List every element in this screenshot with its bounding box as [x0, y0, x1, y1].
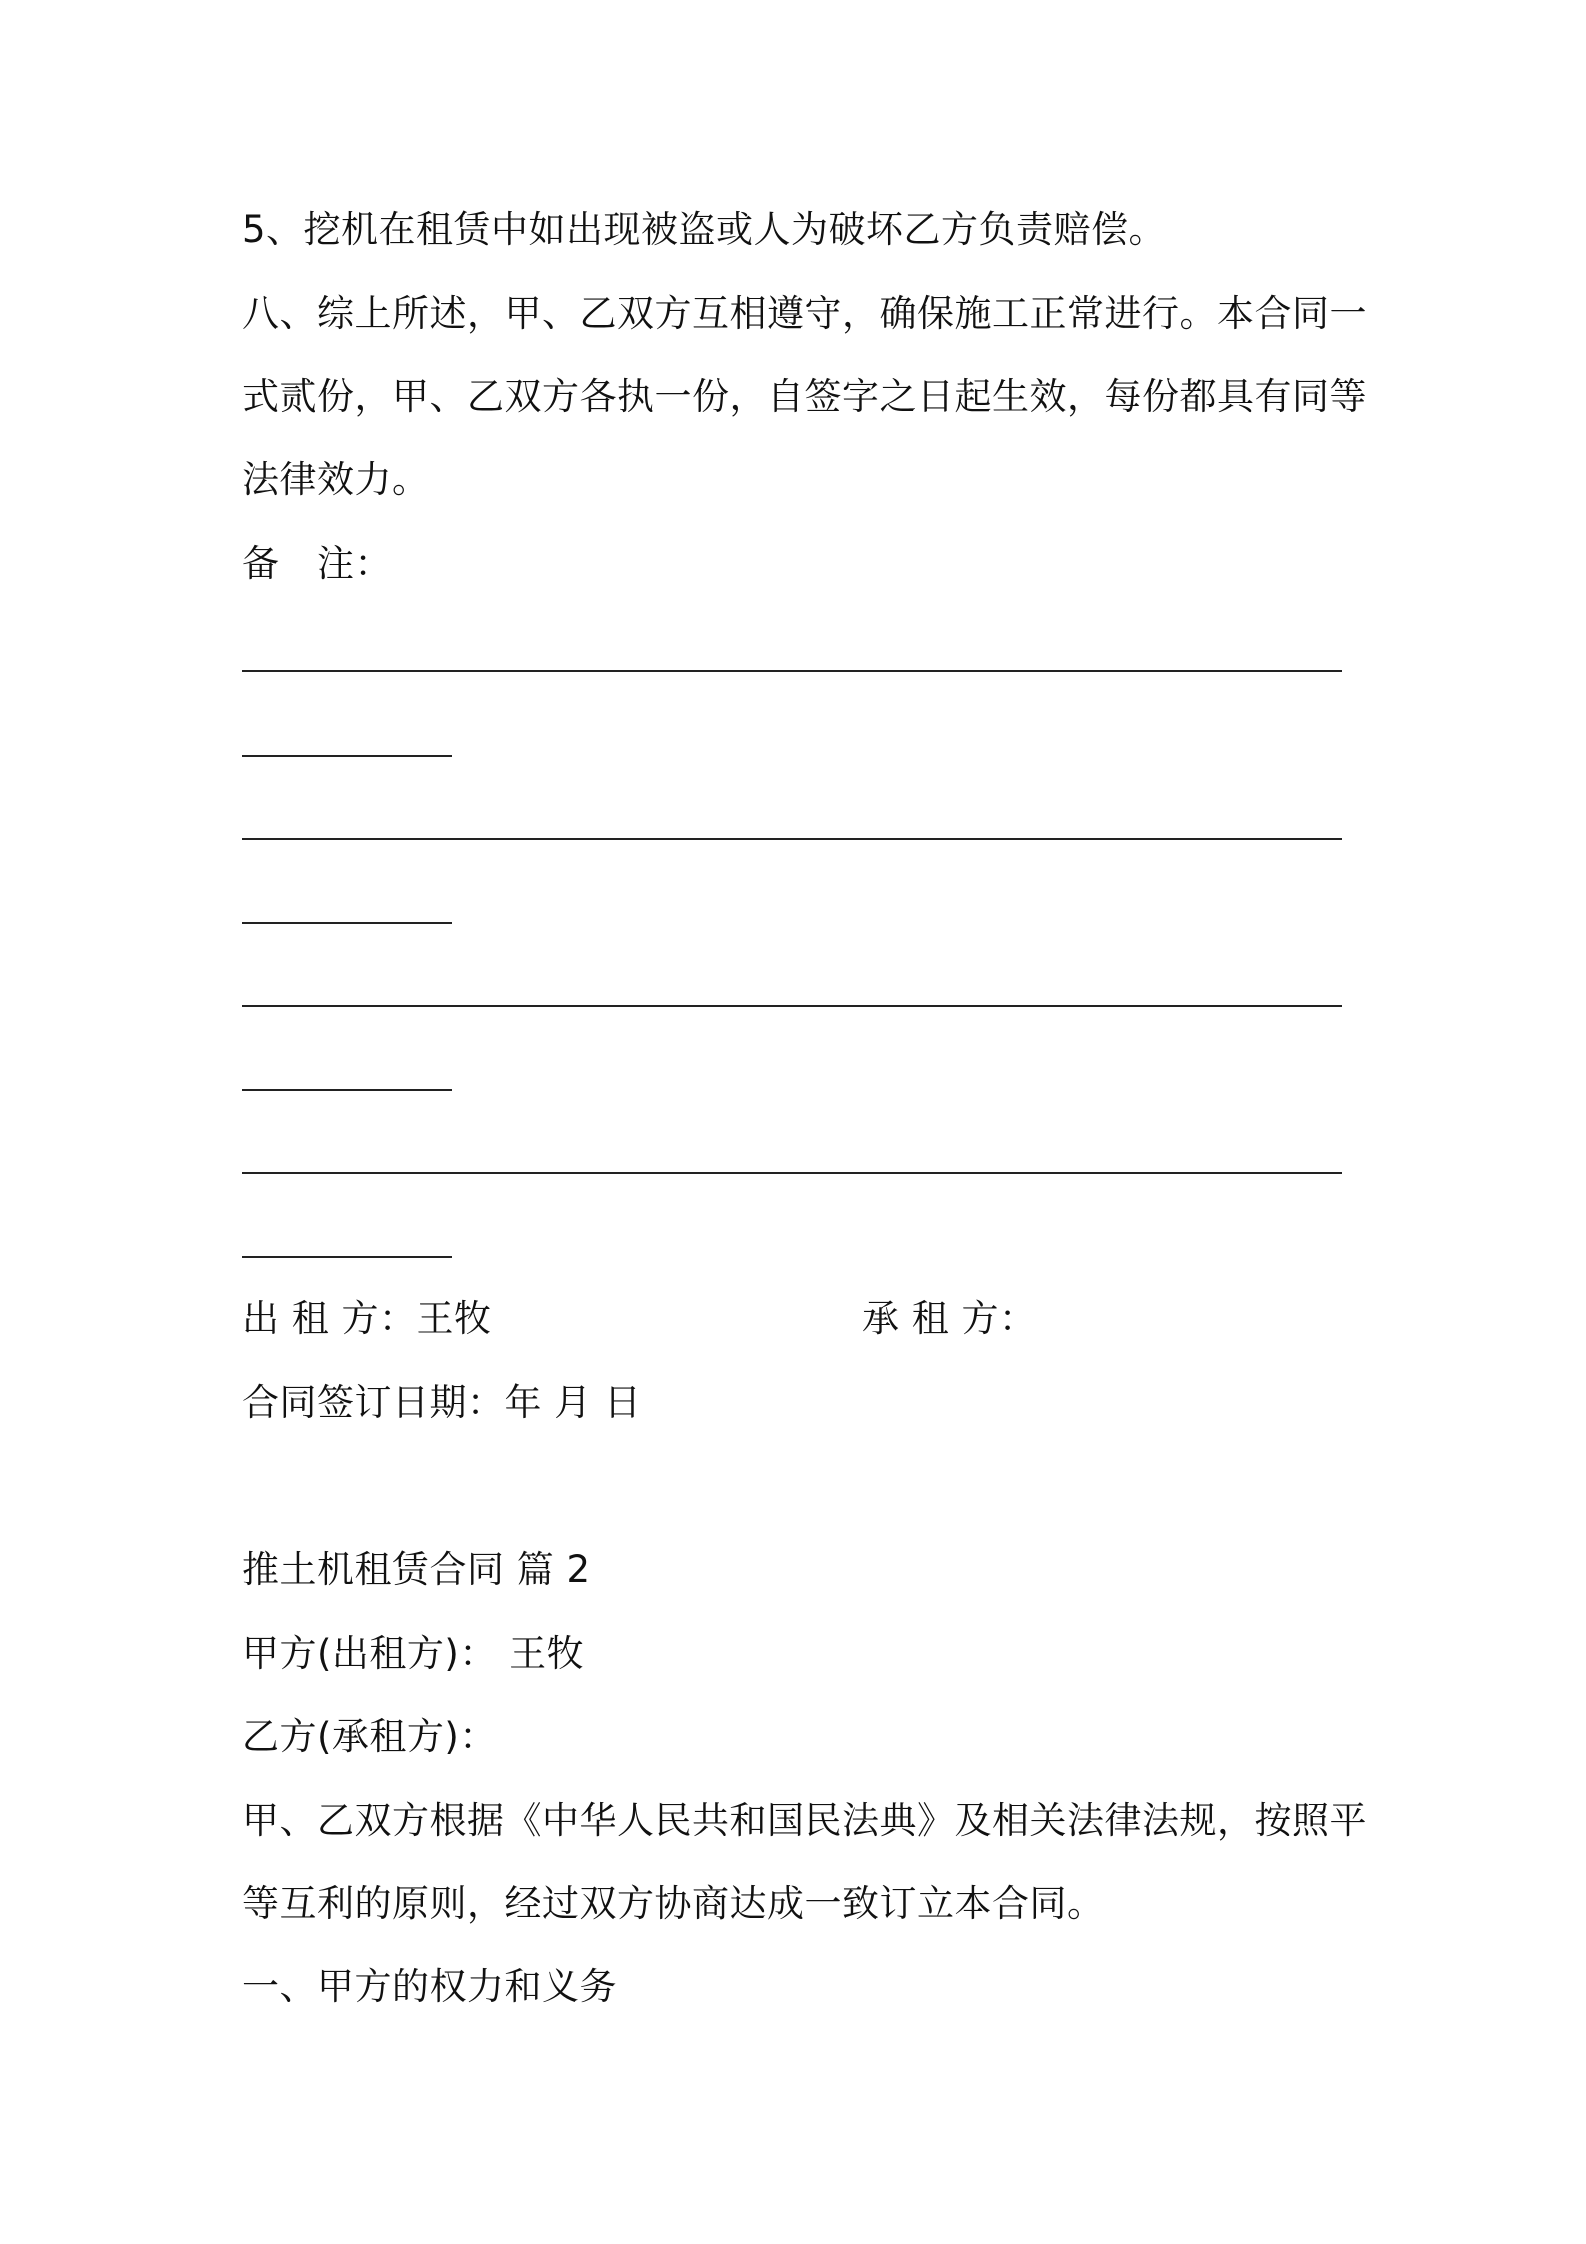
remarks-blank-line — [242, 670, 1342, 672]
lessee-signature: 承 租 方： — [862, 1297, 1037, 1340]
remarks-blank-line — [242, 755, 452, 757]
remarks-blank-line — [242, 1005, 1342, 1007]
remarks-blank-line — [242, 1256, 452, 1258]
remarks-blank-line — [242, 838, 1342, 840]
signing-date: 合同签订日期：年 月 日 — [242, 1381, 642, 1424]
remarks-blank-line — [242, 922, 452, 924]
clause-8-line-3: 法律效力。 — [242, 458, 430, 501]
remarks-blank-line — [242, 1089, 452, 1091]
clause-5-text: 5、挖机在租赁中如出现被盗或人为破坏乙方负责赔偿。 — [242, 208, 1167, 251]
lessor-signature: 出 租 方：王牧 — [242, 1297, 492, 1340]
clause-8-line-2: 式贰份，甲、乙双方各执一份，自签字之日起生效，每份都具有同等 — [242, 375, 1367, 418]
intro-line-2: 等互利的原则，经过双方协商达成一致订立本合同。 — [242, 1882, 1105, 1925]
party-b: 乙方(承租方)： — [242, 1715, 497, 1758]
party-a: 甲方(出租方)： 王牧 — [242, 1632, 585, 1675]
remarks-label: 备 注： — [242, 542, 392, 585]
intro-line-1: 甲、乙双方根据《中华人民共和国民法典》及相关法律法规，按照平 — [242, 1799, 1367, 1842]
clause-8-line-1: 八、综上所述，甲、乙双方互相遵守，确保施工正常进行。本合同一 — [242, 292, 1367, 335]
heading-party-a-rights: 一、甲方的权力和义务 — [242, 1965, 617, 2008]
remarks-blank-line — [242, 1172, 1342, 1174]
section-2-title: 推土机租赁合同 篇 2 — [242, 1548, 591, 1591]
